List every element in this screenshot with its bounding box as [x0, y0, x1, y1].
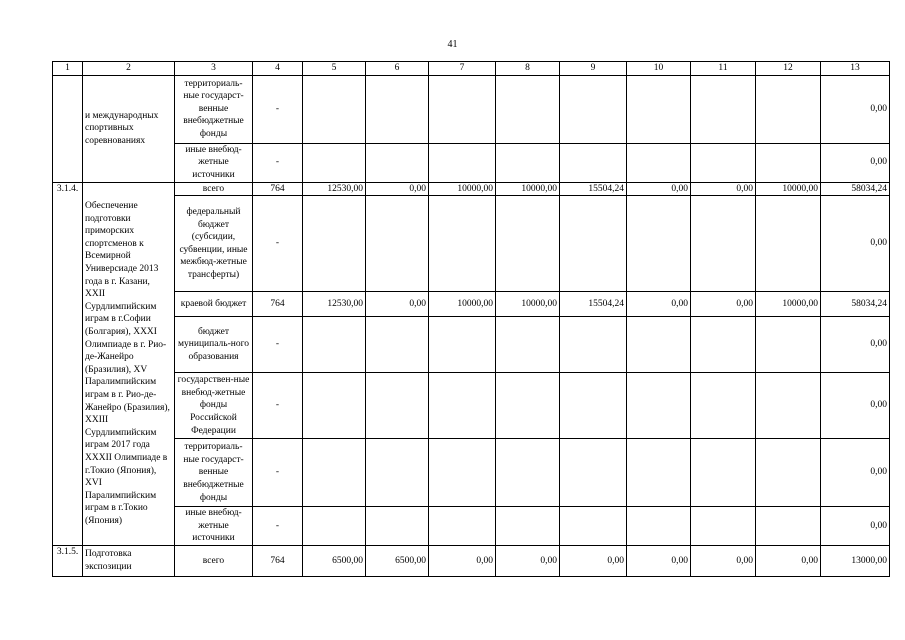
- funding-source: территориаль-ные государст-венные внебюджетные фонды: [175, 439, 253, 507]
- value-cell: [429, 143, 496, 182]
- value-cell: [627, 75, 691, 143]
- value-cell: [691, 317, 756, 373]
- value-cell: [627, 317, 691, 373]
- value-cell: 0,00: [627, 182, 691, 196]
- value-cell: 0,00: [560, 545, 627, 576]
- value-cell: 0,00: [366, 292, 429, 317]
- value-cell: [756, 317, 821, 373]
- value-cell: [756, 143, 821, 182]
- value-cell: 10000,00: [496, 182, 560, 196]
- value-cell: [627, 439, 691, 507]
- value-cell: [560, 439, 627, 507]
- header-cell: 8: [496, 62, 560, 76]
- header-cell: 3: [175, 62, 253, 76]
- total-cell: 0,00: [821, 143, 890, 182]
- header-row: [53, 62, 890, 76]
- value-cell: [627, 143, 691, 182]
- funding-source: всего: [175, 182, 253, 196]
- header-cell: 12: [756, 62, 821, 76]
- total-cell: 0,00: [821, 439, 890, 507]
- value-cell: [496, 75, 560, 143]
- value-cell: [366, 196, 429, 292]
- table-row: [53, 143, 890, 182]
- value-cell: 0,00: [691, 182, 756, 196]
- table-row: [53, 75, 890, 143]
- value-cell: 12530,00: [303, 292, 366, 317]
- value-cell: [756, 373, 821, 439]
- value-cell: [303, 75, 366, 143]
- table-row: [53, 182, 890, 196]
- value-cell: 0,00: [756, 545, 821, 576]
- value-cell: [429, 373, 496, 439]
- value-cell: [756, 196, 821, 292]
- total-cell: 0,00: [821, 75, 890, 143]
- value-cell: 10000,00: [756, 182, 821, 196]
- value-cell: 12530,00: [303, 182, 366, 196]
- value-cell: 10000,00: [429, 182, 496, 196]
- value-cell: [303, 373, 366, 439]
- col4-value: -: [253, 317, 303, 373]
- value-cell: [303, 317, 366, 373]
- value-cell: [496, 507, 560, 546]
- value-cell: [756, 75, 821, 143]
- value-cell: 10000,00: [756, 292, 821, 317]
- item-description: Обеспечение подготовки приморских спортсменов к Всемирной Универсиаде 2013 года в г. Казани, XXII Сурдлимпийским играм в г.Софии (Болгария), XXXI Олимпиаде в г. Рио-де-Жанейро (Бразилия), XV Паралимпийским играм в г. Рио-де-Жанейро (Бразилия), XXIII Сурдлимпийским играм 2017 года XXXII Олимпиаде в г.Токио (Япония), XVI Паралимпийским играм в г.Токио (Япония): [83, 182, 175, 545]
- funding-source: иные внебюд-жетные источники: [175, 507, 253, 546]
- value-cell: [429, 196, 496, 292]
- value-cell: [560, 143, 627, 182]
- value-cell: [691, 196, 756, 292]
- value-cell: 0,00: [496, 545, 560, 576]
- table-row: [53, 545, 890, 576]
- col4-value: -: [253, 439, 303, 507]
- value-cell: [691, 75, 756, 143]
- value-cell: [756, 439, 821, 507]
- value-cell: 15504,24: [560, 292, 627, 317]
- value-cell: 15504,24: [560, 182, 627, 196]
- value-cell: [429, 317, 496, 373]
- item-description: и международных спортивных соревнованиях: [83, 75, 175, 182]
- value-cell: [560, 373, 627, 439]
- header-cell: 2: [83, 62, 175, 76]
- total-cell: 13000,00: [821, 545, 890, 576]
- header-cell: 11: [691, 62, 756, 76]
- value-cell: [691, 439, 756, 507]
- table-row: [53, 196, 890, 292]
- value-cell: [560, 317, 627, 373]
- value-cell: [691, 143, 756, 182]
- value-cell: [366, 507, 429, 546]
- value-cell: [366, 373, 429, 439]
- col4-value: -: [253, 373, 303, 439]
- item-number: 3.1.5.: [53, 545, 83, 576]
- table-row: [53, 292, 890, 317]
- value-cell: [429, 439, 496, 507]
- value-cell: [303, 439, 366, 507]
- col4-value: -: [253, 143, 303, 182]
- table-row: [53, 317, 890, 373]
- col4-value: 764: [253, 182, 303, 196]
- funding-source: государствен-ные внебюд-жетные фонды Российской Федерации: [175, 373, 253, 439]
- value-cell: [691, 507, 756, 546]
- funding-source: иные внебюд-жетные источники: [175, 143, 253, 182]
- total-cell: 0,00: [821, 507, 890, 546]
- value-cell: [429, 75, 496, 143]
- header-cell: 7: [429, 62, 496, 76]
- value-cell: [627, 507, 691, 546]
- value-cell: [627, 196, 691, 292]
- table-row: [53, 439, 890, 507]
- value-cell: [691, 373, 756, 439]
- value-cell: 6500,00: [303, 545, 366, 576]
- value-cell: [366, 75, 429, 143]
- header-cell: 5: [303, 62, 366, 76]
- value-cell: [496, 143, 560, 182]
- value-cell: [366, 439, 429, 507]
- budget-table: [52, 61, 890, 577]
- value-cell: [496, 317, 560, 373]
- value-cell: 10000,00: [429, 292, 496, 317]
- value-cell: [366, 143, 429, 182]
- total-cell: 58034,24: [821, 182, 890, 196]
- value-cell: [496, 373, 560, 439]
- item-description: Подготовка экспозиции: [83, 545, 175, 576]
- value-cell: 0,00: [429, 545, 496, 576]
- total-cell: 0,00: [821, 196, 890, 292]
- value-cell: 0,00: [627, 545, 691, 576]
- value-cell: [496, 439, 560, 507]
- funding-source: федеральный бюджет (субсидии, субвенции, иные межбюд-жетные трансферты): [175, 196, 253, 292]
- table-row: [53, 373, 890, 439]
- value-cell: [496, 196, 560, 292]
- value-cell: [303, 143, 366, 182]
- col4-value: 764: [253, 545, 303, 576]
- item-number: 3.1.4.: [53, 182, 83, 545]
- value-cell: [756, 507, 821, 546]
- funding-source: бюджет муниципаль-ного образования: [175, 317, 253, 373]
- value-cell: [429, 507, 496, 546]
- col4-value: -: [253, 75, 303, 143]
- header-cell: 10: [627, 62, 691, 76]
- col4-value: 764: [253, 292, 303, 317]
- total-cell: 0,00: [821, 373, 890, 439]
- funding-source: краевой бюджет: [175, 292, 253, 317]
- value-cell: [366, 317, 429, 373]
- value-cell: [560, 507, 627, 546]
- value-cell: [560, 196, 627, 292]
- header-cell: 13: [821, 62, 890, 76]
- item-number: [53, 75, 83, 182]
- table-row: [53, 507, 890, 546]
- total-cell: 0,00: [821, 317, 890, 373]
- total-cell: 58034,24: [821, 292, 890, 317]
- header-cell: 6: [366, 62, 429, 76]
- funding-source: всего: [175, 545, 253, 576]
- value-cell: [303, 507, 366, 546]
- value-cell: 6500,00: [366, 545, 429, 576]
- col4-value: -: [253, 196, 303, 292]
- col4-value: -: [253, 507, 303, 546]
- value-cell: [303, 196, 366, 292]
- value-cell: 10000,00: [496, 292, 560, 317]
- value-cell: 0,00: [691, 292, 756, 317]
- value-cell: 0,00: [627, 292, 691, 317]
- header-cell: 1: [53, 62, 83, 76]
- header-cell: 4: [253, 62, 303, 76]
- value-cell: 0,00: [691, 545, 756, 576]
- header-cell: 9: [560, 62, 627, 76]
- value-cell: [627, 373, 691, 439]
- value-cell: 0,00: [366, 182, 429, 196]
- page-number: 41: [447, 39, 458, 50]
- value-cell: [560, 75, 627, 143]
- funding-source: территориаль-ные государст-венные внебюджетные фонды: [175, 75, 253, 143]
